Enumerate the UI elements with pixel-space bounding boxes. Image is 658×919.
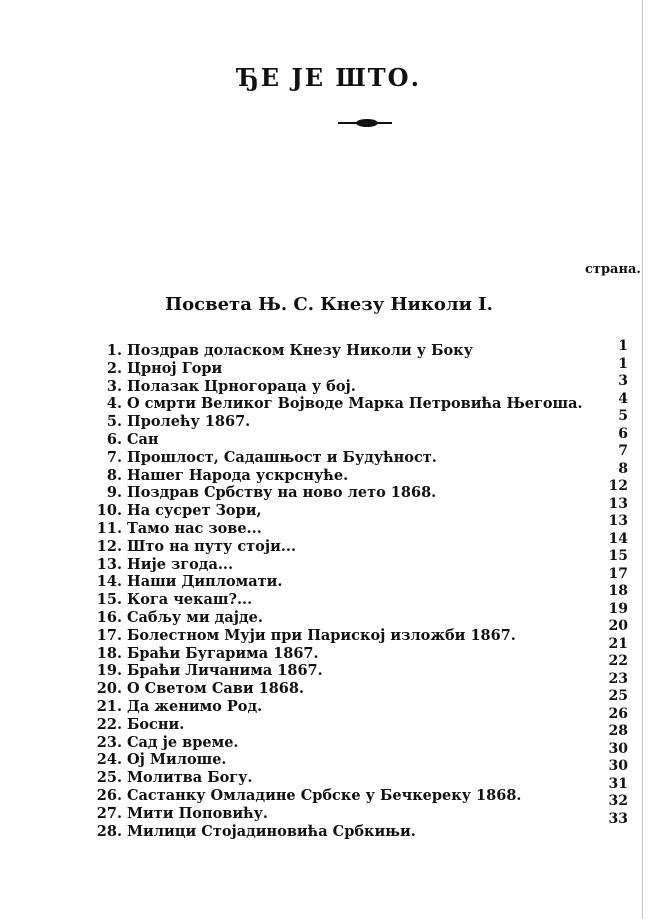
toc-entry (80, 395, 640, 413)
toc-entry-number: 18. (96, 644, 122, 662)
toc-entry-number: 19. (96, 662, 122, 680)
toc-page-number: 23 (608, 670, 628, 687)
toc-entry-title: Црној Гори (127, 359, 223, 377)
table-of-contents (80, 342, 640, 840)
dedication-heading: Посвета Њ. С. Кнезу Николи I. (165, 294, 493, 315)
toc-page-number: 17 (608, 565, 628, 582)
toc-entry-title: Што на путу стоји... (127, 537, 296, 555)
toc-entry-title: Ој Милоше. (127, 751, 227, 769)
toc-entry-number: 7. (106, 448, 122, 466)
toc-entry (80, 360, 640, 378)
toc-entry-number: 6. (106, 430, 122, 448)
toc-page-number: 19 (608, 600, 628, 617)
toc-entry-title: Састанку Омладине Србске у Бечкереку 1868. (127, 786, 522, 804)
toc-entry (80, 787, 640, 805)
toc-entry (80, 467, 640, 485)
toc-page-number: 30 (608, 758, 628, 774)
toc-page-number: 5 (618, 408, 628, 424)
toc-entry-number: 8. (106, 466, 122, 484)
page-edge-line (642, 0, 643, 919)
toc-page-number: 33 (608, 810, 628, 827)
toc-entry (80, 751, 640, 769)
toc-page-number: 31 (608, 775, 628, 792)
toc-entry-title: Нашег Народа ускрснуће. (127, 466, 349, 484)
toc-entry-title: Босни. (127, 715, 185, 733)
toc-entry (80, 556, 640, 574)
toc-page-number: 13 (608, 495, 628, 512)
toc-entry-title: Милици Стојадиновића Србкињи. (127, 822, 416, 840)
toc-page-number: 28 (608, 723, 628, 739)
toc-entry-title: Наши Дипломати. (127, 573, 283, 591)
toc-page-number: 18 (608, 583, 628, 599)
toc-page-number: 12 (608, 478, 628, 494)
toc-entry-number: 9. (106, 484, 122, 502)
toc-entry (80, 573, 640, 591)
toc-page-number: 21 (608, 635, 628, 652)
toc-entry-number: 12. (96, 537, 122, 555)
toc-entry (80, 769, 640, 787)
toc-page-number: 8 (618, 460, 628, 477)
toc-page-number: 4 (618, 390, 628, 407)
toc-entry-number: 4. (106, 395, 122, 413)
toc-entry-title: О Светом Сави 1868. (127, 680, 305, 698)
toc-entry-number: 23. (96, 733, 122, 751)
toc-page-number: 3 (618, 373, 628, 389)
toc-entry-title: Поздрав Србству на ново лето 1868. (127, 484, 437, 502)
toc-entry (80, 484, 640, 502)
toc-page-number: 20 (608, 618, 628, 634)
ornament-divider-icon (338, 117, 392, 129)
toc-entry-title: Није згода... (127, 555, 233, 573)
toc-entry-number: 5. (106, 413, 122, 431)
toc-entry (80, 342, 640, 360)
toc-entry-number: 26. (96, 786, 122, 804)
toc-page-number: 1 (618, 338, 628, 354)
toc-entry (80, 520, 640, 538)
toc-page-number: 15 (608, 548, 628, 564)
toc-entry-number: 25. (96, 769, 122, 787)
toc-entry-title: О смрти Великог Војводе Марка Петровића Његоша. (127, 395, 583, 413)
toc-entry-title: Браћи Личанима 1867. (127, 662, 323, 680)
toc-entry-title: Сад је време. (127, 733, 239, 751)
toc-entry (80, 805, 640, 823)
toc-entry-title: Мити Поповићу. (127, 804, 268, 822)
toc-entry-number: 16. (96, 608, 122, 626)
toc-entry-number: 11. (96, 519, 122, 537)
toc-entry (80, 609, 640, 627)
toc-entry (80, 413, 640, 431)
toc-page-number: 26 (608, 705, 628, 722)
toc-entry-title: Полазак Црногораца у бој. (127, 377, 356, 395)
toc-entry-number: 1. (106, 342, 122, 359)
page-number-column (598, 338, 628, 828)
toc-entry-number: 22. (96, 715, 122, 733)
toc-entry-title: Браћи Бугарима 1867. (127, 644, 319, 662)
page-column-header: страна. (585, 262, 641, 277)
toc-page-number: 32 (608, 793, 628, 809)
toc-page-number: 6 (618, 425, 628, 442)
toc-entry (80, 716, 640, 734)
toc-entry-number: 17. (96, 626, 122, 644)
toc-entry (80, 502, 640, 520)
toc-page-number: 1 (618, 355, 628, 372)
toc-entry (80, 662, 640, 680)
toc-entry-title: Прошлост, Садашњост и Будућност. (127, 448, 437, 466)
toc-entry-title: На сусрет Зори, (127, 502, 262, 520)
toc-entry-number: 20. (96, 680, 122, 698)
toc-entry-number: 2. (106, 359, 122, 377)
toc-entry (80, 538, 640, 556)
toc-page-number: 30 (608, 740, 628, 757)
toc-entry-title: Поздрав доласком Кнезу Николи у Боку (127, 342, 473, 359)
toc-entry (80, 645, 640, 663)
toc-page-number: 14 (608, 530, 628, 547)
toc-entry (80, 431, 640, 449)
toc-entry (80, 680, 640, 698)
toc-entry (80, 378, 640, 396)
toc-entry-number: 13. (96, 555, 122, 573)
toc-entry-number: 24. (96, 751, 122, 769)
toc-entry (80, 591, 640, 609)
toc-entry (80, 823, 640, 841)
toc-entry-number: 10. (96, 502, 122, 520)
toc-entry-title: Кога чекаш?... (127, 591, 253, 609)
toc-entry-title: Тамо нас зове... (127, 519, 262, 537)
toc-entry-number: 28. (96, 822, 122, 840)
toc-entry-number: 15. (96, 591, 122, 609)
toc-entry-number: 27. (96, 804, 122, 822)
toc-page-number: 7 (618, 443, 628, 459)
page-title: ЂЕ ЈЕ ШТО. (237, 63, 421, 92)
toc-entry-number: 3. (106, 377, 122, 395)
toc-entry-title: Пролећу 1867. (127, 413, 251, 431)
toc-entry-title: Сан (127, 430, 159, 448)
toc-entry-title: Сабљу ми дајде. (127, 608, 263, 626)
toc-entry-number: 21. (96, 697, 122, 715)
toc-page-number: 25 (608, 688, 628, 704)
toc-page-number: 22 (608, 653, 628, 669)
toc-entry (80, 698, 640, 716)
toc-page-number: 13 (608, 513, 628, 529)
toc-entry-title: Молитва Богу. (127, 769, 253, 787)
toc-entry (80, 449, 640, 467)
toc-entry-title: Болестном Муји при Париској изложби 1867. (127, 626, 516, 644)
toc-entry (80, 734, 640, 752)
toc-entry-number: 14. (96, 573, 122, 591)
toc-entry-title: Да женимо Род. (127, 697, 263, 715)
toc-entry (80, 627, 640, 645)
